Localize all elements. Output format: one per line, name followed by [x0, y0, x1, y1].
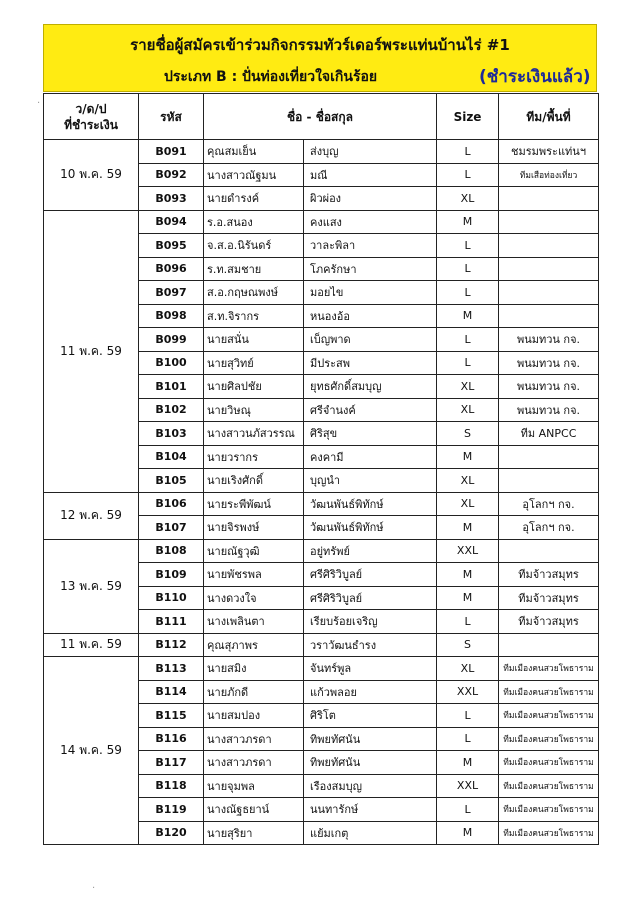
registrant-code-cell: B103: [139, 422, 204, 446]
first-name-cell: นางสาวนภัสวรรณ: [204, 422, 304, 446]
registrant-code-cell: B106: [139, 492, 204, 516]
first-name-cell: นายณัฐวุฒิ: [204, 539, 304, 563]
payment-date-cell: 14 พ.ค. 59: [44, 657, 139, 845]
shirt-size-cell: L: [437, 257, 499, 281]
shirt-size-cell: L: [437, 610, 499, 634]
last-name-cell: โภครักษา: [304, 257, 437, 281]
col-header-team: ทีม/พื้นที่: [499, 94, 599, 140]
team-cell: ทีมเสือท่องเที่ยว: [499, 163, 599, 187]
first-name-cell: นายจุมพล: [204, 774, 304, 798]
shirt-size-cell: XL: [437, 187, 499, 211]
first-name-cell: นายระพีพัฒน์: [204, 492, 304, 516]
first-name-cell: นายสุริยา: [204, 821, 304, 845]
last-name-cell: คงแสง: [304, 210, 437, 234]
first-name-cell: นายพัชรพล: [204, 563, 304, 587]
team-cell: ทีมเมืองคนสวยโพธาราม: [499, 704, 599, 728]
shirt-size-cell: M: [437, 821, 499, 845]
first-name-cell: นายวิษณุ: [204, 398, 304, 422]
shirt-size-cell: L: [437, 351, 499, 375]
table-row: [44, 539, 599, 563]
shirt-size-cell: M: [437, 304, 499, 328]
shirt-size-cell: L: [437, 163, 499, 187]
registrant-code-cell: B109: [139, 563, 204, 587]
registrant-code-cell: B104: [139, 445, 204, 469]
team-cell: อุโลกฯ กจ.: [499, 516, 599, 540]
table-header-row: [44, 94, 599, 140]
last-name-cell: เรืองสมบุญ: [304, 774, 437, 798]
shirt-size-cell: XXL: [437, 774, 499, 798]
team-cell: ทีมเมืองคนสวยโพธาราม: [499, 657, 599, 681]
shirt-size-cell: M: [437, 751, 499, 775]
registrant-code-cell: B115: [139, 704, 204, 728]
team-cell: ชมรมพระแท่นฯ: [499, 140, 599, 164]
last-name-cell: วาละพิลา: [304, 234, 437, 258]
team-cell: [499, 445, 599, 469]
shirt-size-cell: L: [437, 140, 499, 164]
shirt-size-cell: M: [437, 563, 499, 587]
first-name-cell: จ.ส.อ.นิรันดร์: [204, 234, 304, 258]
first-name-cell: ส.อ.กฤษณพงษ์: [204, 281, 304, 305]
shirt-size-cell: S: [437, 422, 499, 446]
shirt-size-cell: L: [437, 727, 499, 751]
last-name-cell: วัฒนพันธ์พิทักษ์: [304, 492, 437, 516]
first-name-cell: ร.อ.สนอง: [204, 210, 304, 234]
registrant-code-cell: B120: [139, 821, 204, 845]
team-cell: ทีมเมืองคนสวยโพธาราม: [499, 798, 599, 822]
scan-mark: ·: [37, 98, 41, 109]
last-name-cell: นนทารักษ์: [304, 798, 437, 822]
shirt-size-cell: XXL: [437, 680, 499, 704]
last-name-cell: ยุทธศักดิ์สมบุญ: [304, 375, 437, 399]
first-name-cell: นางสาวณัฐมน: [204, 163, 304, 187]
shirt-size-cell: M: [437, 445, 499, 469]
first-name-cell: นายวรากร: [204, 445, 304, 469]
last-name-cell: มอยไข: [304, 281, 437, 305]
first-name-cell: นางเพลินตา: [204, 610, 304, 634]
first-name-cell: นายเริงศักดิ์: [204, 469, 304, 493]
team-cell: [499, 469, 599, 493]
team-cell: [499, 210, 599, 234]
registrant-code-cell: B119: [139, 798, 204, 822]
team-cell: ทีมเมืองคนสวยโพธาราม: [499, 821, 599, 845]
registrant-code-cell: B094: [139, 210, 204, 234]
col-header-date: ว/ด/ป ที่ชำระเงิน: [44, 94, 139, 140]
first-name-cell: นายสมิง: [204, 657, 304, 681]
registrant-code-cell: B105: [139, 469, 204, 493]
team-cell: [499, 234, 599, 258]
team-cell: ทีมเมืองคนสวยโพธาราม: [499, 680, 599, 704]
last-name-cell: แย้มเกตุ: [304, 821, 437, 845]
table-row: [44, 657, 599, 681]
team-cell: [499, 539, 599, 563]
registrant-code-cell: B096: [139, 257, 204, 281]
shirt-size-cell: XL: [437, 469, 499, 493]
table-row: [44, 140, 599, 164]
registrant-code-cell: B097: [139, 281, 204, 305]
shirt-size-cell: L: [437, 281, 499, 305]
last-name-cell: ศิริโต: [304, 704, 437, 728]
first-name-cell: นายดำรงค์: [204, 187, 304, 211]
last-name-cell: จันทร์พูล: [304, 657, 437, 681]
last-name-cell: ศรีศิริวิบูลย์: [304, 563, 437, 587]
last-name-cell: ทิพยทัศนัน: [304, 751, 437, 775]
first-name-cell: นางดวงใจ: [204, 586, 304, 610]
shirt-size-cell: M: [437, 210, 499, 234]
team-cell: ทีมจ้าวสมุทร: [499, 586, 599, 610]
first-name-cell: นายภักดี: [204, 680, 304, 704]
shirt-size-cell: L: [437, 704, 499, 728]
shirt-size-cell: XL: [437, 492, 499, 516]
scan-mark: ·: [92, 883, 96, 894]
first-name-cell: ร.ท.สมชาย: [204, 257, 304, 281]
registrant-code-cell: B098: [139, 304, 204, 328]
last-name-cell: ส่งบุญ: [304, 140, 437, 164]
payment-date-cell: 11 พ.ค. 59: [44, 210, 139, 492]
registrant-code-cell: B118: [139, 774, 204, 798]
last-name-cell: ศิริสุข: [304, 422, 437, 446]
last-name-cell: เบ็ญพาด: [304, 328, 437, 352]
payment-date-cell: 11 พ.ค. 59: [44, 633, 139, 657]
table-row: [44, 210, 599, 234]
paid-status-note: (ชำระเงินแล้ว): [479, 67, 591, 87]
first-name-cell: นางณัฐธยาน์: [204, 798, 304, 822]
table-row: [44, 633, 599, 657]
last-name-cell: ศรีจำนงค์: [304, 398, 437, 422]
registrant-code-cell: B102: [139, 398, 204, 422]
team-cell: พนมทวน กจ.: [499, 351, 599, 375]
first-name-cell: นายสุวิทย์: [204, 351, 304, 375]
registrant-code-cell: B092: [139, 163, 204, 187]
first-name-cell: นายศิลปชัย: [204, 375, 304, 399]
last-name-cell: วราวัฒนธำรง: [304, 633, 437, 657]
last-name-cell: ศรีศิริวิบูลย์: [304, 586, 437, 610]
last-name-cell: บุญนำ: [304, 469, 437, 493]
first-name-cell: นายสมปอง: [204, 704, 304, 728]
last-name-cell: เรียบร้อยเจริญ: [304, 610, 437, 634]
last-name-cell: อยู่ทรัพย์: [304, 539, 437, 563]
title-banner: [43, 24, 597, 92]
registrant-code-cell: B110: [139, 586, 204, 610]
team-cell: ทีมจ้าวสมุทร: [499, 610, 599, 634]
team-cell: ทีมเมืองคนสวยโพธาราม: [499, 774, 599, 798]
last-name-cell: ผิวผ่อง: [304, 187, 437, 211]
registrant-code-cell: B101: [139, 375, 204, 399]
document-title: รายชื่อผู้สมัครเข้าร่วมกิจกรรมทัวร์เดอร์พระแท่นบ้านไร่ #1: [130, 36, 510, 54]
last-name-cell: หนองอ้อ: [304, 304, 437, 328]
payment-date-cell: 10 พ.ค. 59: [44, 140, 139, 211]
registrant-code-cell: B114: [139, 680, 204, 704]
last-name-cell: คงคามี: [304, 445, 437, 469]
first-name-cell: นายสนั่น: [204, 328, 304, 352]
shirt-size-cell: L: [437, 328, 499, 352]
col-header-size: Size: [437, 94, 499, 140]
category-label: ประเภท B : ปั่นท่องเที่ยวใจเกินร้อย: [164, 69, 378, 85]
shirt-size-cell: L: [437, 798, 499, 822]
first-name-cell: ส.ท.จิรากร: [204, 304, 304, 328]
table-row: [44, 492, 599, 516]
shirt-size-cell: XL: [437, 657, 499, 681]
payment-date-cell: 12 พ.ค. 59: [44, 492, 139, 539]
payment-date-cell: 13 พ.ค. 59: [44, 539, 139, 633]
registrant-code-cell: B112: [139, 633, 204, 657]
registrant-code-cell: B100: [139, 351, 204, 375]
last-name-cell: มีประสพ: [304, 351, 437, 375]
registrant-table: [43, 93, 599, 845]
table-body: [44, 140, 599, 845]
shirt-size-cell: M: [437, 516, 499, 540]
shirt-size-cell: M: [437, 586, 499, 610]
team-cell: [499, 187, 599, 211]
team-cell: ทีมจ้าวสมุทร: [499, 563, 599, 587]
team-cell: ทีมเมืองคนสวยโพธาราม: [499, 727, 599, 751]
team-cell: พนมทวน กจ.: [499, 328, 599, 352]
team-cell: [499, 304, 599, 328]
registrant-code-cell: B093: [139, 187, 204, 211]
first-name-cell: นางสาวภรดา: [204, 751, 304, 775]
registrant-code-cell: B095: [139, 234, 204, 258]
col-header-name: ชื่อ - ชื่อสกุล: [204, 94, 437, 140]
registrant-code-cell: B108: [139, 539, 204, 563]
shirt-size-cell: XXL: [437, 539, 499, 563]
col-header-code: รหัส: [139, 94, 204, 140]
team-cell: [499, 633, 599, 657]
registrant-code-cell: B111: [139, 610, 204, 634]
registrant-code-cell: B107: [139, 516, 204, 540]
first-name-cell: นายจิรพงษ์: [204, 516, 304, 540]
team-cell: ทีม ANPCC: [499, 422, 599, 446]
team-cell: พนมทวน กจ.: [499, 375, 599, 399]
team-cell: [499, 257, 599, 281]
first-name-cell: คุณสุภาพร: [204, 633, 304, 657]
last-name-cell: มณี: [304, 163, 437, 187]
registrant-code-cell: B113: [139, 657, 204, 681]
registrant-code-cell: B117: [139, 751, 204, 775]
last-name-cell: ทิพยทัศนัน: [304, 727, 437, 751]
registrant-code-cell: B099: [139, 328, 204, 352]
team-cell: พนมทวน กจ.: [499, 398, 599, 422]
shirt-size-cell: L: [437, 234, 499, 258]
registrant-code-cell: B116: [139, 727, 204, 751]
first-name-cell: คุณสมเย็น: [204, 140, 304, 164]
team-cell: อุโลกฯ กจ.: [499, 492, 599, 516]
last-name-cell: วัฒนพันธ์พิทักษ์: [304, 516, 437, 540]
shirt-size-cell: XL: [437, 398, 499, 422]
first-name-cell: นางสาวภรดา: [204, 727, 304, 751]
shirt-size-cell: XL: [437, 375, 499, 399]
team-cell: [499, 281, 599, 305]
last-name-cell: แก้วพลอย: [304, 680, 437, 704]
registrant-code-cell: B091: [139, 140, 204, 164]
shirt-size-cell: S: [437, 633, 499, 657]
team-cell: ทีมเมืองคนสวยโพธาราม: [499, 751, 599, 775]
